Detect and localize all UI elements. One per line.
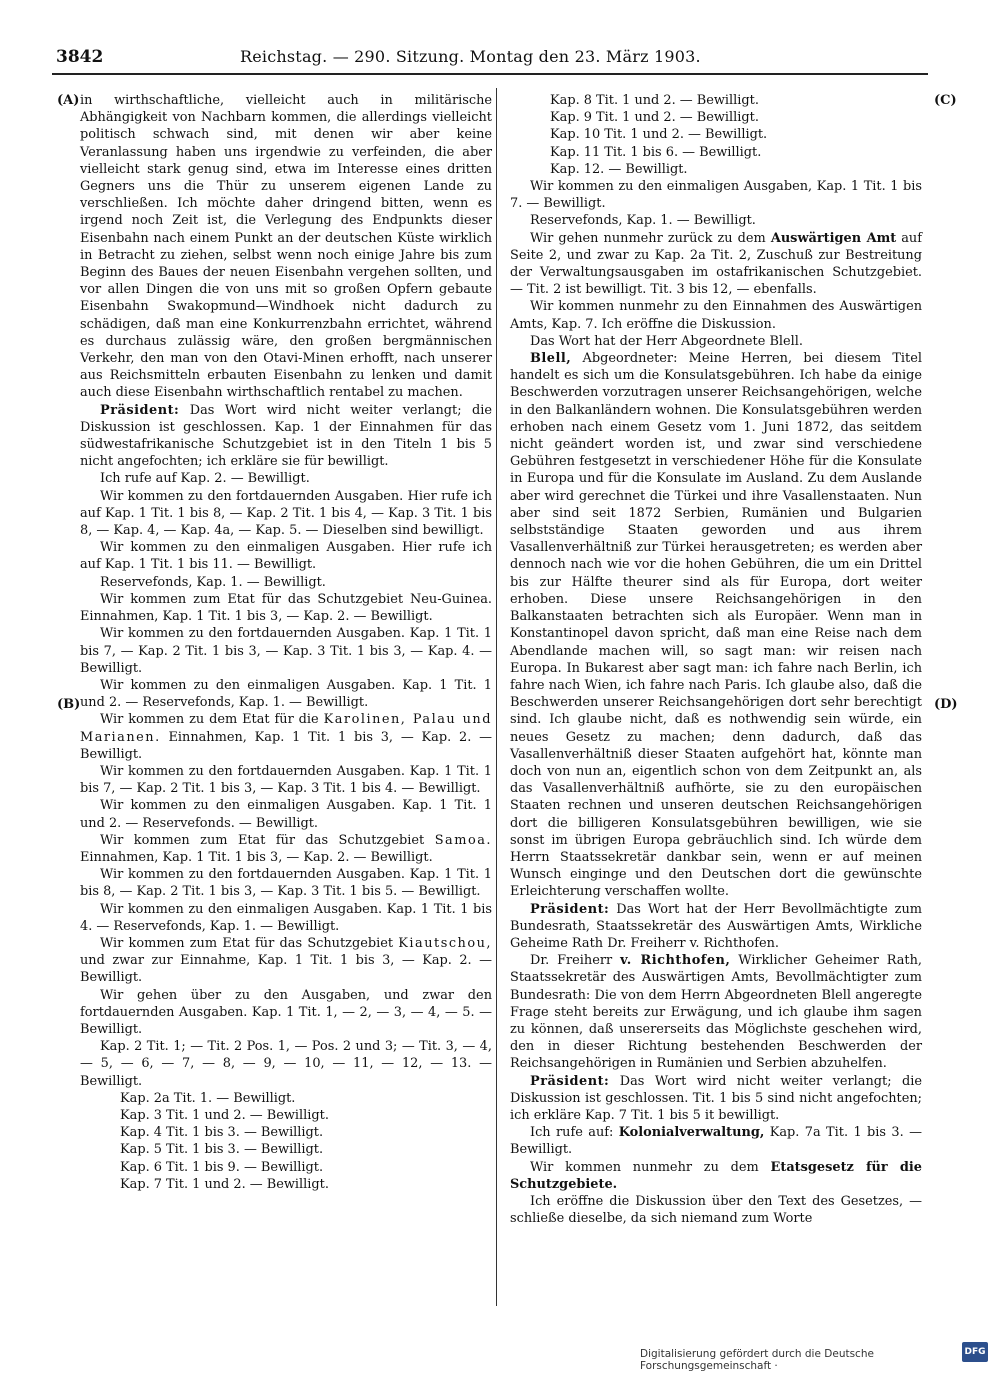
paragraph xyxy=(80,402,492,471)
list-item: Kap. 6 Tit. 1 bis 9. — Bewilligt. xyxy=(120,1159,324,1175)
paragraph-text: Wirklicher Geheimer Rath, Staatssekretär des Auswärtigen Amts, Bevollmächtigter zum Bundesrath: Die von dem Herrn Abgeordneten Blell angeregte Frage steht bereits zur Erwägung, und ich glaube ihm sagen zu können, daß unsererseits das Möglichste geschehen wird, den in dieser Richtung bestehenden Beschwerden der Reichsangehörigen in Rumänien und Serbien abzuhelfen. xyxy=(510,953,923,1072)
paragraph-text: Ich rufe auf: xyxy=(530,1125,619,1141)
paragraph-text: Wir kommen zum Etat für das Schutzgebiet xyxy=(100,935,399,951)
left-column xyxy=(80,92,492,1193)
margin-label-a: (A) xyxy=(57,93,80,108)
paragraph: Reservefonds, Kap. 1. — Bewilligt. xyxy=(100,574,326,590)
column-divider xyxy=(496,88,497,1306)
bold-term: Auswärtigen Amt xyxy=(770,230,897,246)
paragraph xyxy=(80,832,492,866)
paragraph-text: Abgeordneter: Meine Herren, bei diesem Titel handelt es sich um die Konsulatsgebühren. Ich habe da einige Beschwerden vorzutragen unserer Reichsangehörigen, welche in den Balkanländern wohnen. Die Konsulatsgebühren werden erhoben nach einem Gesetz vom 1. Juni 1872, das seitdem nicht geändert worden ist, und zwar sind verschiedene Gebühren festgesetzt in verschiedener Höhe für die Konsulate in Europa und für die Konsulate im Ausland. Zu dem Auslande aber wird gerechnet die Türkei und ihre Vasallenstaaten. Nun aber sind seit 1872 Serbien, Rumänien und Bulgarien selbstständige Staaten geworden und aus ihrem Vasallenverhältniß zur Türkei herausgetreten; es werden aber dennoch nach wie vor die hohen Gebühren, die um ein Drittel bis zur Hälfte theurer sind als für Europa, dort weiter erhoben. Diese unsere Reichsangehörigen in den Balkanstaaten betrachten sich als Europäer. Wenn man in Konstantinopel davon spricht, daß man eine Reise nach dem Abendlande machen will, so sagt man: wir reisen nach Europa. In Bukarest aber sagt man: ich fahre nach Berlin, ich fahre nach Wien, ich fahre nach Paris. Ich glaube also, daß die Beschwerden unserer Reichsangehörigen dort sehr berechtigt sind. Ich glaube nicht, daß es nothwendig sein würde, ein neues Gesetz zu machen; denn dadurch, daß das Vasallenverhältniß dieser Staaten aufgehört hat, könnte man doch von nun an, eigentlich schon von dem Zeitpunkt an, als das Vasallenverhältniß aufhörte, sie zu den europäischen Staaten rechnen und unseren deutschen Reichsangehörigen dort die billigeren Konsulatsgebühren bewilligen, wie sie sonst im übrigen Europa gebräuchlich sind. Ich würde dem Herrn Staatssekretär dankbar sein, wenn er auf meinen Wunsch einginge und den Deutschen dort die gewünschte Erleichterung verschaffen wollte. xyxy=(510,351,922,900)
paragraph: Wir kommen nunmehr zu den Einnahmen des Auswärtigen Amts, Kap. 7. Ich eröffne die Diskussion. xyxy=(510,299,922,332)
paragraph-text: und zwar zur Einnahme, Kap. 1 Tit. 1 bis 3, — Kap. 2. — Bewilligt. xyxy=(80,953,492,986)
paragraph-text: Wir kommen zum Etat für das Schutzgebiet xyxy=(100,832,435,848)
margin-label-b: (B) xyxy=(57,697,81,712)
paragraph-text: Einnahmen, Kap. 1 Tit. 1 bis 3, — Kap. 2. — Bewilligt. xyxy=(80,849,433,865)
paragraph-text: Wir kommen nunmehr zu dem xyxy=(530,1159,771,1175)
paragraph: Das Wort hat der Herr Abgeordnete Blell. xyxy=(530,333,804,349)
speaker-name: Blell, xyxy=(530,351,572,367)
footer-credit: Digitalisierung gefördert durch die Deutsche Forschungsgemeinschaft · xyxy=(640,1348,874,1372)
margin-label-c: (C) xyxy=(934,93,957,108)
paragraph-text: Wir gehen nunmehr zurück zu dem xyxy=(530,230,771,246)
paragraph-text: Kap. 7a Tit. 1 bis 3. — Bewilligt. xyxy=(510,1125,922,1158)
paragraph: Kap. 2 Tit. 1; — Tit. 2 Pos. 1, — Pos. 2 und 3; — Tit. 3, — 4, — 5, — 6, — 7, — 8, — 9, — 10, — 11, — 12, — 13. — Bewilligt. xyxy=(80,1039,492,1089)
header-rule xyxy=(52,73,928,75)
paragraph: Ich eröffne die Diskussion über den Text des Gesetzes, — schließe dieselbe, da sich niemand zum Worte xyxy=(510,1194,922,1227)
list-item: Kap. 7 Tit. 1 und 2. — Bewilligt. xyxy=(120,1176,329,1192)
dfg-logo: DFG xyxy=(962,1342,988,1362)
bold-term: Kolonialverwaltung, xyxy=(618,1125,765,1141)
paragraph: Wir kommen zu den einmaligen Ausgaben. Hier rufe ich auf Kap. 1 Tit. 1 bis 11. — Bewilligt. xyxy=(80,540,492,573)
list-item: Kap. 3 Tit. 1 und 2. — Bewilligt. xyxy=(120,1107,329,1123)
speaker-name: Präsident: xyxy=(530,1073,610,1089)
paragraph-text: Wir kommen zu dem Etat für die xyxy=(100,712,324,728)
paragraph xyxy=(510,1124,922,1158)
right-column xyxy=(510,92,922,1227)
paragraph: Wir kommen zu den fortdauernden Ausgaben. Kap. 1 Tit. 1 bis 7, — Kap. 2 Tit. 1 bis 3, — Kap. 3 Tit. 1 bis 3, — Kap. 4. — Bewilligt. xyxy=(80,626,492,676)
page-number: 3842 xyxy=(56,47,104,67)
paragraph-text: Das Wort wird nicht weiter verlangt; die Diskussion ist geschlossen. Kap. 1 der Einnahmen für das südwestafrikanische Schutzgebiet ist in den Titeln 1 bis 5 nicht angefochten; ich erkläre sie für bewilligt. xyxy=(80,402,492,470)
paragraph-text: Das Wort wird nicht weiter verlangt; die Diskussion ist geschlossen. Tit. 1 bis 5 sind nicht angefochten; ich erkläre Kap. 7 Tit. 1 bis 5 it bewilligt. xyxy=(510,1073,922,1123)
paragraph xyxy=(510,1073,922,1125)
list-item: Kap. 9 Tit. 1 und 2. — Bewilligt. xyxy=(550,110,759,126)
paragraph xyxy=(510,230,922,299)
spaced-term: Samoa. xyxy=(434,832,492,848)
list-item: Kap. 5 Tit. 1 bis 3. — Bewilligt. xyxy=(120,1142,324,1158)
list-item: Kap. 11 Tit. 1 bis 6. — Bewilligt. xyxy=(550,144,762,160)
spaced-term: Kiautschou, xyxy=(398,935,492,951)
list-item: Kap. 10 Tit. 1 und 2. — Bewilligt. xyxy=(550,127,768,143)
paragraph-text: Einnahmen, Kap. 1 Tit. 1 bis 3, — Kap. 2. — Bewilligt. xyxy=(80,729,492,762)
paragraph xyxy=(510,952,922,1072)
paragraph: Reservefonds, Kap. 1. — Bewilligt. xyxy=(530,213,756,229)
list-item: Kap. 4 Tit. 1 bis 3. — Bewilligt. xyxy=(120,1125,324,1141)
paragraph xyxy=(510,1159,922,1193)
paragraph xyxy=(510,350,922,901)
paragraph: Wir gehen über zu den Ausgaben, und zwar den fortdauernden Ausgaben. Kap. 1 Tit. 1, — 2, — 3, — 4, — 5. — Bewilligt. xyxy=(80,987,492,1037)
paragraph: Wir kommen zu den fortdauernden Ausgaben. Hier rufe ich auf Kap. 1 Tit. 1 bis 8, — Kap. 2 Tit. 1 bis 4, — Kap. 3 Tit. 1 bis 8, — Kap. 4, — Kap. 4a, — Kap. 5. — Dieselben sind bewilligt. xyxy=(80,488,492,539)
speaker-name: Präsident: xyxy=(100,402,180,418)
paragraph xyxy=(80,711,492,763)
paragraph-text: auf Seite 2, und zwar zu Kap. 2a Tit. 2, Zuschuß zur Bestreitung der Verwaltungsausgaben im ostafrikanischen Schutzgebiet. — Tit. 2 ist bewilligt. Tit. 3 bis 12, — ebenfalls. xyxy=(510,230,922,298)
paragraph: Wir kommen zum Etat für das Schutzgebiet Neu-Guinea. Einnahmen, Kap. 1 Tit. 1 bis 3, — Kap. 2. — Bewilligt. xyxy=(80,591,492,625)
paragraph: in wirthschaftliche, vielleicht auch in militärische Abhängigkeit von Nachbarn kommen, die allerdings vielleicht politisch schwach sind, mit denen wir aber keine Veranlassung haben uns irgendwie zu verfeinden, die aber vielleicht stark genug sind, etwa im Interesse eines dritten Gegners uns die Thür zu unserem eigenen Lande zu verschließen. Ich möchte daher dringend bitten, wenn es irgend noch Zeit ist, die Verlegung des Endpunkts dieser Eisenbahn nach einem Punkt an der deutschen Küste wirklich in Betracht zu ziehen, selbst wenn noch einige Jahre bis zum Beginn des Baues der neuen Eisenbahn vergehen sollten, und vor allen Dingen die von uns mit so großen Opfern gebaute Eisenbahn Swakopmund—Windhoek nicht dadurch zu schädigen, daß man eine Konkurrenzbahn errichtet, während es durchaus zulässig wäre, den großen bergmännischen Verkehr, den man von den Otavi-Minen erhofft, nach unserer aus Reichsmitteln erbauten Eisenbahn zu lenken und damit auch diese Eisenbahn wirthschaftlich rentabel zu machen. xyxy=(80,93,492,401)
paragraph: Wir kommen zu den einmaligen Ausgaben. Kap. 1 Tit. 1 und 2. — Reservefonds. — Bewilligt. xyxy=(80,798,492,831)
paragraph: Wir kommen zu den einmaligen Ausgaben, Kap. 1 Tit. 1 bis 7. — Bewilligt. xyxy=(510,179,922,212)
list-item: Kap. 12. — Bewilligt. xyxy=(550,161,688,177)
paragraph-text: Das Wort hat der Herr Bevollmächtigte zum Bundesrath, Staatssekretär des Auswärtigen Amts, Wirkliche Geheime Rath Dr. Freiherr v. Richthofen. xyxy=(510,901,922,951)
list-item: Kap. 2a Tit. 1. — Bewilligt. xyxy=(120,1090,296,1106)
spaced-term: Karolinen, Palau und Marianen. xyxy=(80,712,492,745)
list-item: Kap. 8 Tit. 1 und 2. — Bewilligt. xyxy=(550,93,759,108)
paragraph: Wir kommen zu den einmaligen Ausgaben. Kap. 1 Tit. 1 und 2. — Reservefonds, Kap. 1. — Bewilligt. xyxy=(80,677,492,711)
paragraph-text: Dr. Freiherr xyxy=(530,953,621,969)
speaker-name: Präsident: xyxy=(530,901,610,917)
paragraph: Wir kommen zu den einmaligen Ausgaben. Kap. 1 Tit. 1 bis 4. — Reservefonds, Kap. 1. — Bewilligt. xyxy=(80,901,492,934)
margin-label-d: (D) xyxy=(934,697,958,712)
paragraph: Ich rufe auf Kap. 2. — Bewilligt. xyxy=(100,471,310,487)
running-header: Reichstag. — 290. Sitzung. Montag den 23. März 1903. xyxy=(240,47,701,66)
paragraph: Wir kommen zu den fortdauernden Ausgaben. Kap. 1 Tit. 1 bis 7, — Kap. 2 Tit. 1 bis 3, — Kap. 3 Tit. 1 bis 4. — Bewilligt. xyxy=(80,763,492,797)
paragraph: Wir kommen zu den fortdauernden Ausgaben. Kap. 1 Tit. 1 bis 8, — Kap. 2 Tit. 1 bis 3, — Kap. 3 Tit. 1 bis 5. — Bewilligt. xyxy=(80,867,492,900)
paragraph xyxy=(80,935,492,987)
bold-term: Etatsgesetz für die Schutzgebiete. xyxy=(510,1159,922,1192)
speaker-name: v. Richthofen, xyxy=(620,953,731,969)
paragraph xyxy=(510,901,922,953)
